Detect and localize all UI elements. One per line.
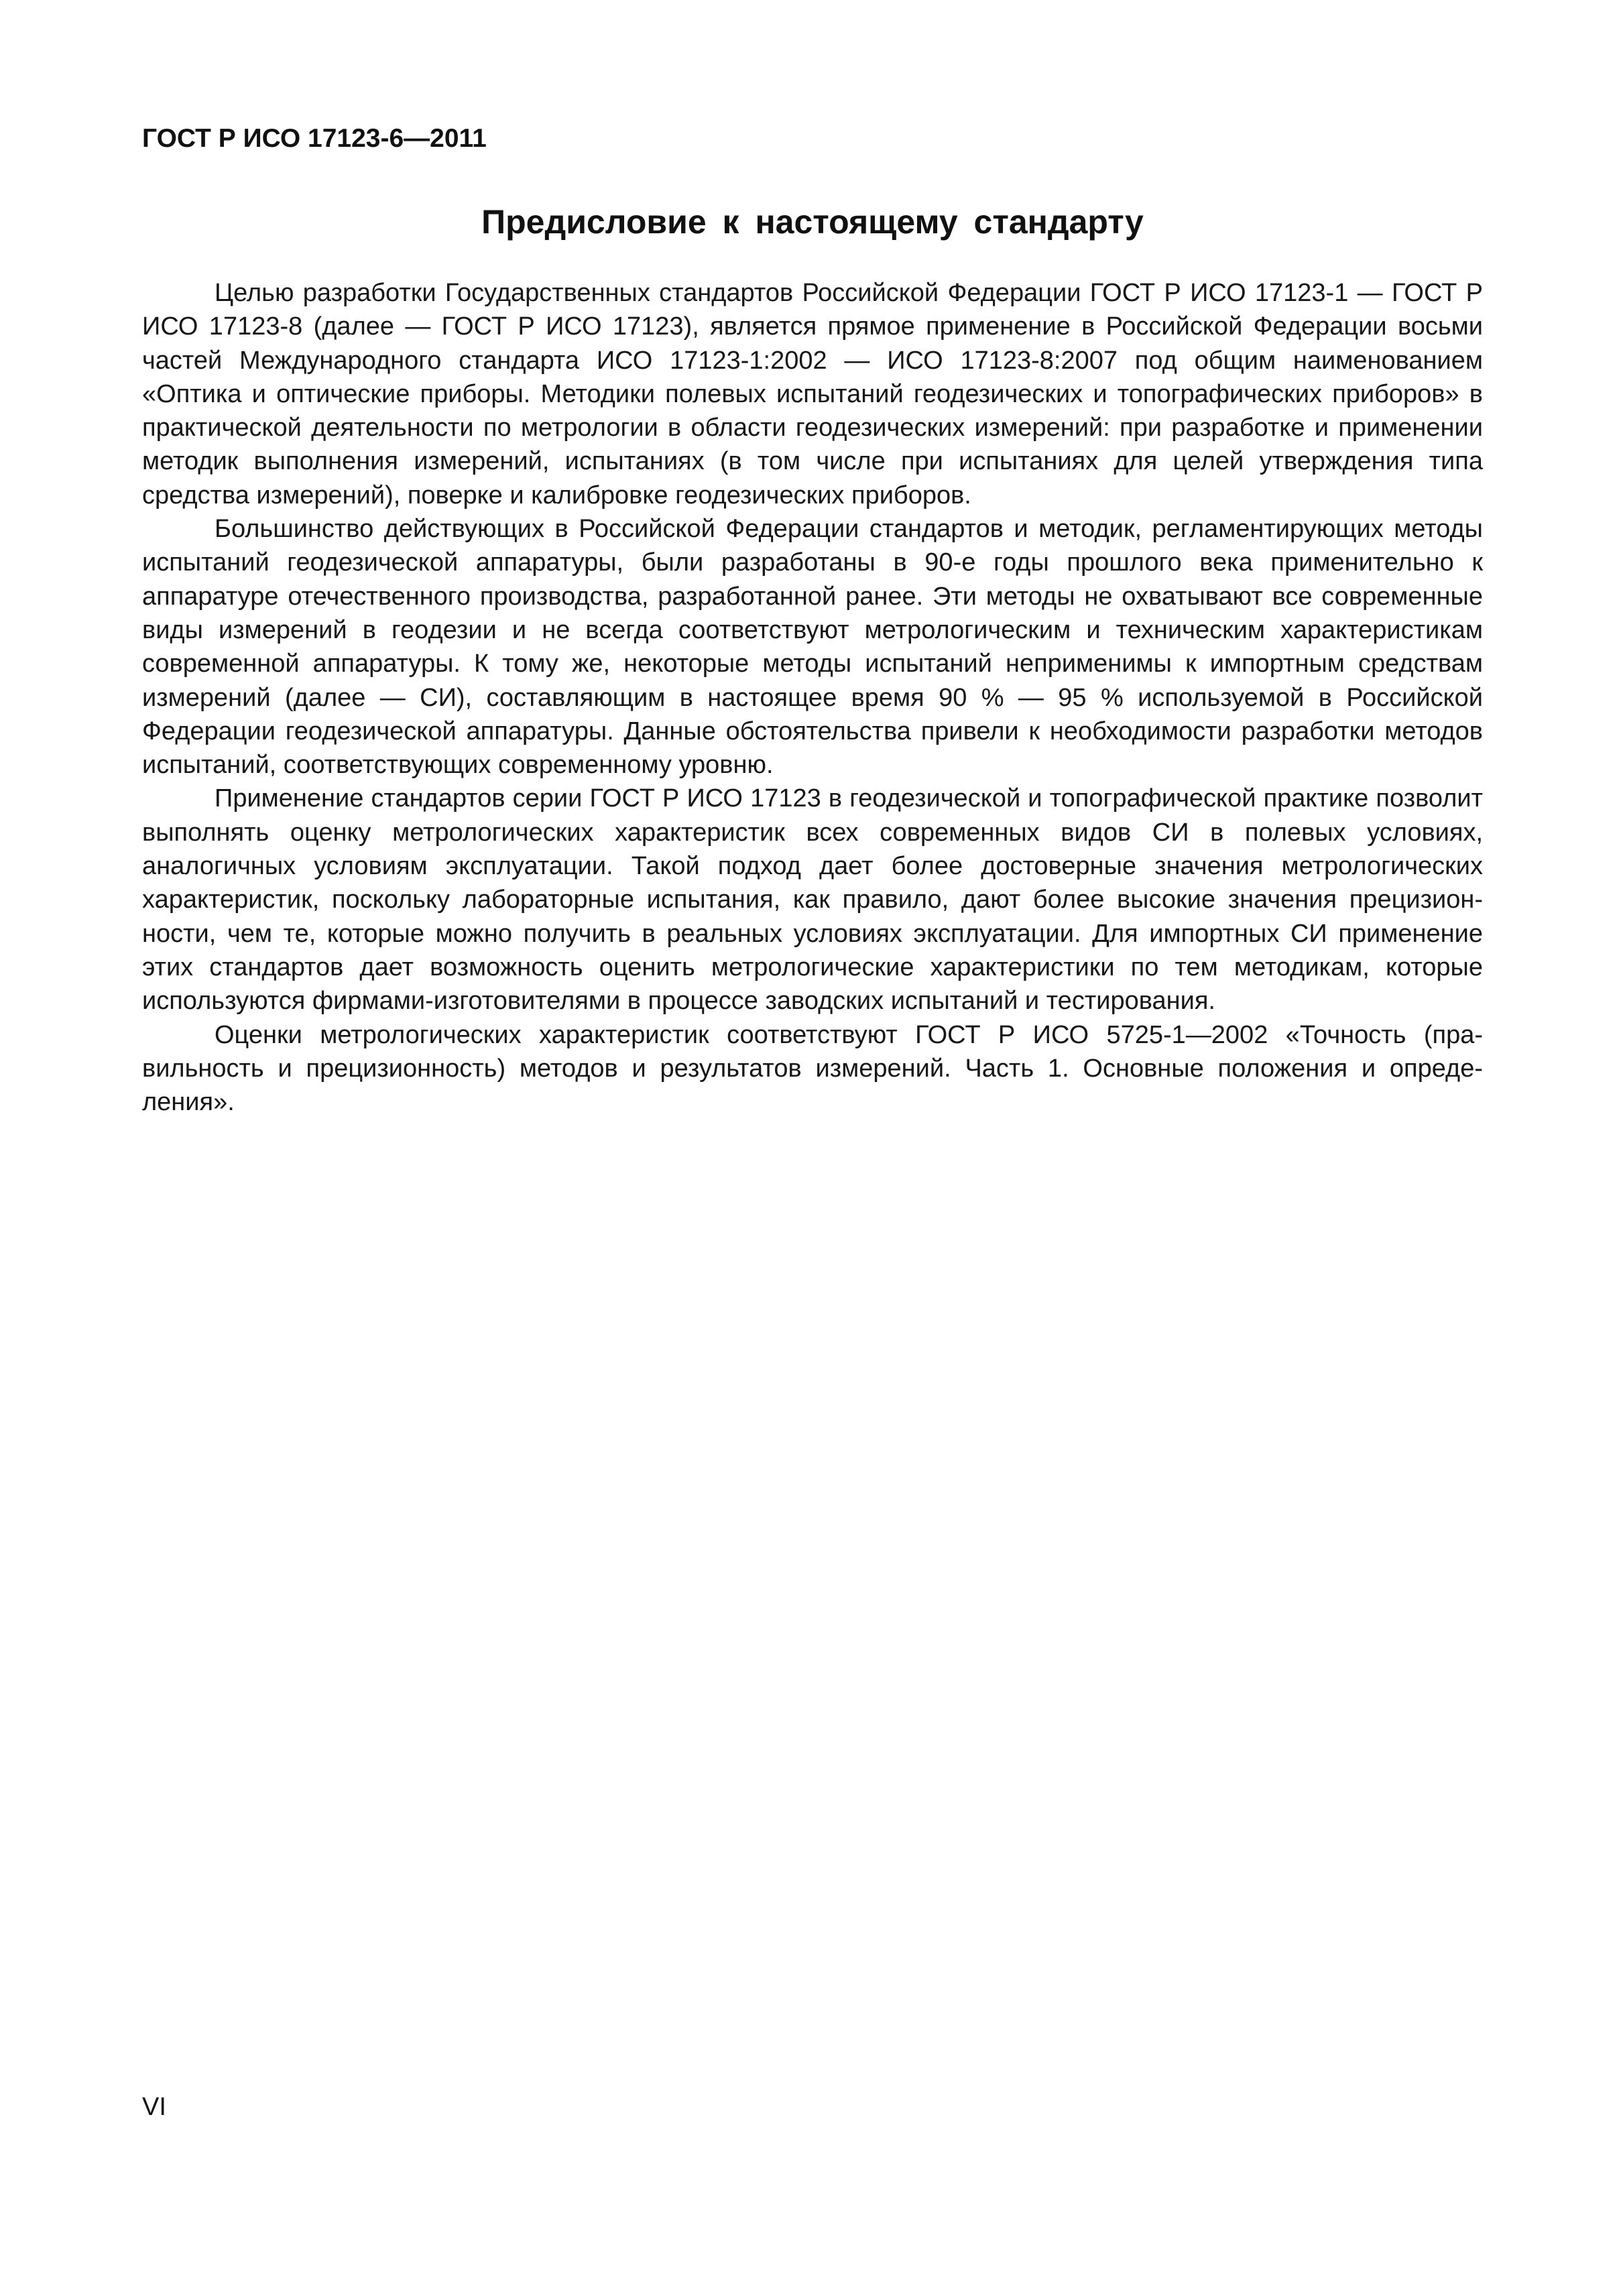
paragraph-application: Применение стандартов серии ГОСТ Р ИСО 17123 в геодезической и топографической практике позволит выполнять оценку метрологических характеристик всех современных видов СИ в полевых условиях, аналогичных условиям эксплуатации. Такой подход дает более достоверные значения метрологических характеристик, поскольку лабораторные испытания, как правило, дают более высокие значения прецизионности, чем те, которые можно получить в реальных условиях эксплуатации. Для импортных СИ применение этих стандартов дает возможность оценить метрологические характеристики по тем методикам, которые используются фирмами-изготовителями в процессе заводских испытаний и тестирования. [142, 784, 1483, 1016]
body-text [142, 276, 1483, 1119]
paragraph-existing-standards: Большинство действующих в Российской Федерации стандартов и методик, регламентирующих методы испытаний геодезической аппаратуры, были разработаны в 90-е годы прошлого века применительно к аппаратуре отечественного производства, разработанной ранее. Эти методы не охватывают все современные виды измерений в геодезии и не всегда соответствуют метрологическим и техническим характеристикам современной аппаратуры. К тому же, некоторые методы испытаний неприменимы к импортным средствам измерений (далее — СИ), составляющим в настоящее время 90 % — 95 % используемой в Российской Федерации геодезической аппаратуры. Данные обстоятельства привели к необходимости разработки методов испытаний, соответствующих современному уровню. [142, 515, 1483, 780]
paragraph-purpose: Целью разработки Государственных стандартов Российской Федерации ГОСТ Р ИСО 17123-1 — ГОСТ Р ИСО 17123-8 (далее — ГОСТ Р ИСО 17123), является прямое применение в Российской Федерации восьми частей Международного стандарта ИСО 17123-1:2002 — ИСО 17123-8:2007 под общим наименованием «Оптика и оптические приборы. Методики полевых испытаний геодезических и топографических приборов» в практической деятельности по метрологии в области геодезических измерений: при разработке и применении методик выполнения измерений, испытаниях (в том числе при испытаниях для целей утверждения типа средства измерений), поверке и калибровке геодезических приборов. [142, 279, 1483, 509]
page-number: VI [142, 2093, 166, 2121]
document-designation: ГОСТ Р ИСО 17123-6—2011 [142, 124, 487, 153]
section-title: Предисловие к настоящему стандарту [481, 203, 1144, 241]
paragraph-metrological-estimates: Оценки метрологических характеристик соответствуют ГОСТ Р ИСО 5725-1—2002 «Точность (правильность и прецизионность) методов и результатов измерений. Часть 1. Основные положения и определения». [142, 1020, 1483, 1117]
